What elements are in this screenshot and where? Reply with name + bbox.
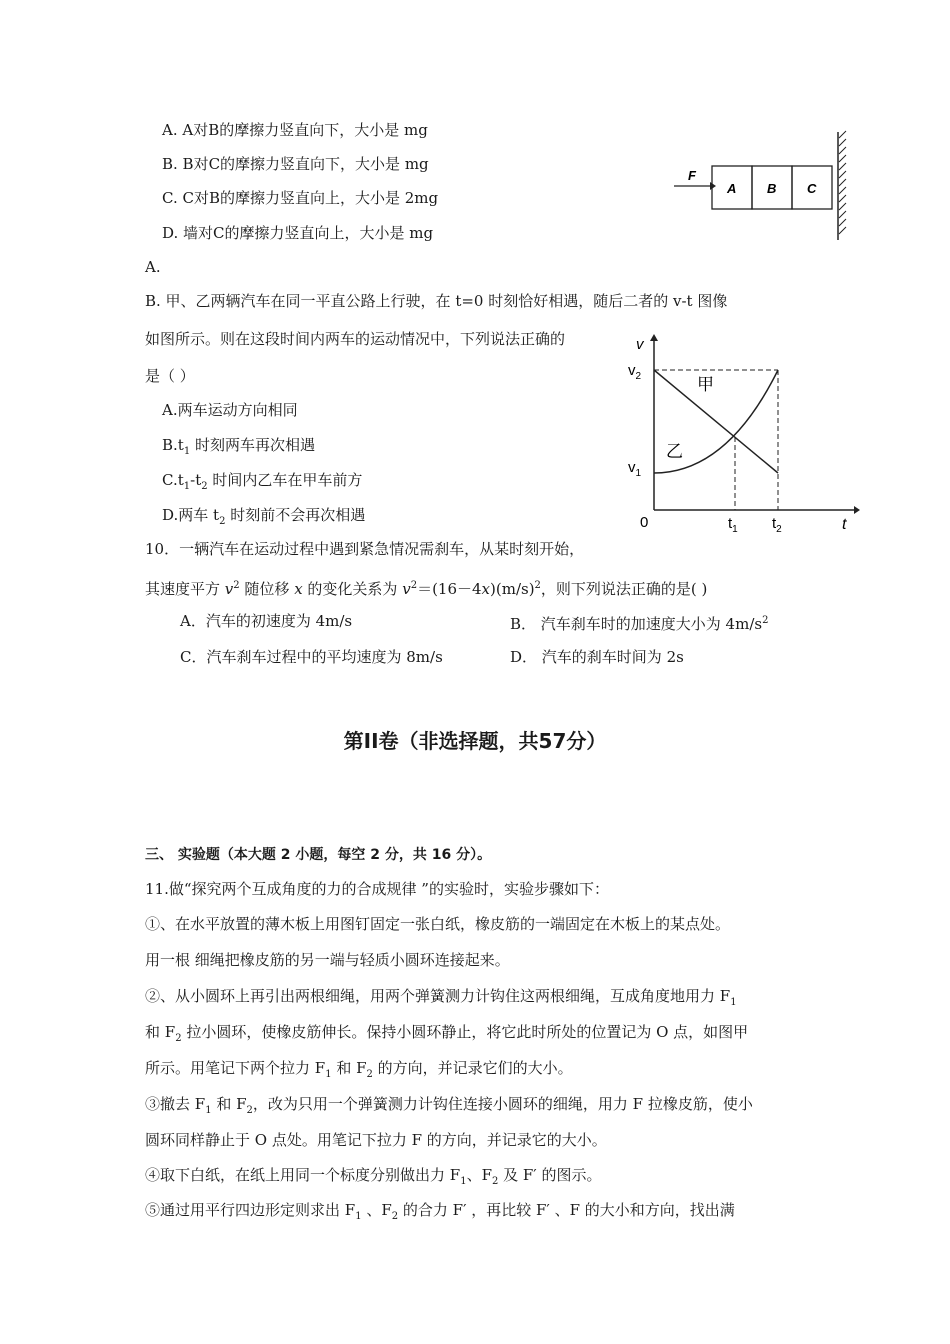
car-jia-label: 甲: [697, 375, 714, 394]
q11-line10: ⑤通过用平行四边形定则求出 $F_1$ 、$F_2$ 的合力 F′ ，再比较 F′ 、F 的大小和方向，找出满: [145, 1201, 735, 1222]
friction-option-c: C. C对B的摩擦力竖直向上，大小是 2mg: [162, 189, 439, 207]
v-axis-label: v: [636, 336, 644, 353]
block-b-label: B: [767, 181, 777, 196]
friction-option-d: D. 墙对C的摩擦力竖直向上，大小是 mg: [162, 224, 434, 242]
q11-line5: 和 $F_2$ 拉小圆环，使橡皮筋伸长。保持小圆环静止，将它此时所处的位置记为 O 点，如图甲: [145, 1023, 749, 1044]
friction-option-b: B. B对C的摩擦力竖直向下，大小是 mg: [162, 155, 429, 173]
t-axis-arrow: [854, 506, 860, 514]
vt-stem-line3: 是（ ）: [145, 367, 195, 385]
car-yi-label: 乙: [666, 442, 683, 461]
q10-stem-line2: 其速度平方 $v^2$ 随位移 x 的变化关系为 $v^2=(16-4x)(m/s)^2$，则下列说法正确的是( ): [145, 580, 708, 598]
force-arrowhead: [710, 182, 716, 190]
block-c-label: C: [807, 181, 817, 196]
answer-mark: A.: [145, 258, 161, 276]
q11-line2: ①、在水平放置的薄木板上用图钉固定一张白纸，橡皮筋的一端固定在木板上的某点处。: [145, 915, 731, 933]
section2-title: 第II卷（非选择题，共57分）: [343, 729, 607, 753]
q10-option-a: A．汽车的初速度为 4m/s: [180, 612, 353, 630]
q10-option-c: C．汽车刹车过程中的平均速度为 8m/s: [180, 648, 443, 666]
q11-line1: 11.做“探究两个互成角度的力的合成规律 ”的实验时，实验步骤如下：: [145, 880, 609, 898]
vt-option-d: D.两车 $t_2$ 时刻前不会再次相遇: [162, 506, 366, 527]
vt-option-c: $C.t_1-t_2$ 时间内乙车在甲车前方: [162, 471, 363, 492]
t1-label: $t_1$: [728, 515, 738, 535]
vt-graph: [622, 333, 860, 538]
v2-label: $v_2$: [628, 362, 642, 382]
vt-option-a: A.两车运动方向相同: [162, 401, 298, 419]
q11-line3: 用一根 细绳把橡皮筋的另一端与轻质小圆环连接起来。: [145, 951, 510, 969]
v-axis-arrow: [650, 334, 658, 341]
wall: [838, 131, 846, 240]
q11-line8: 圆环同样静止于 O 点处。用笔记下拉力 F 的方向，并记录它的大小。: [145, 1131, 607, 1149]
q11-line4: ②、从小圆环上再引出两根细绳，用两个弹簧测力计钩住这两根细绳，互成角度地用力 $F_1$: [145, 987, 737, 1008]
q10-stem-line1: 10．一辆汽车在运动过程中遇到紧急情况需刹车，从某时刻开始，: [145, 540, 585, 558]
q10-option-b: B． 汽车刹车时的加速度大小为 $4m/s^2$: [510, 615, 769, 633]
vt-stem-line2: 如图所示。则在这段时间内两车的运动情况中，下列说法正确的: [145, 330, 566, 348]
t-axis-label: t: [842, 516, 847, 533]
q11-line7: ③撤去 $F_1$ 和 $F_2$，改为只用一个弹簧测力计钩住连接小圆环的细绳，用力 F 拉橡皮筋，使小: [145, 1095, 753, 1116]
block-a-label: A: [727, 181, 737, 196]
force-label: F: [688, 168, 696, 183]
section3-heading: 三、 实验题（本大题 2 小题，每空 2 分，共 16 分）。: [145, 847, 492, 863]
origin-label: 0: [640, 514, 649, 531]
friction-option-a: A. A对B的摩擦力竖直向下，大小是 mg: [162, 121, 428, 139]
q11-line6: 所示。用笔记下两个拉力 $F_1$ 和 $F_2$ 的方向，并记录它们的大小。: [145, 1059, 573, 1080]
t2-label: $t_2$: [772, 515, 782, 535]
q10-option-d: D． 汽车的刹车时间为 2s: [510, 648, 684, 666]
vt-stem-line1: B. 甲、乙两辆汽车在同一平直公路上行驶，在 t=0 时刻恰好相遇，随后二者的 v-t 图像: [145, 292, 728, 310]
vt-option-b: $B.t_1$ 时刻两车再次相遇: [162, 436, 315, 457]
q11-line9: ④取下白纸，在纸上用同一个标度分别做出力 $F_1$、$F_2$ 及 F′ 的图示。: [145, 1166, 602, 1187]
v1-label: $v_1$: [628, 459, 642, 479]
blocks-figure: [668, 130, 850, 242]
